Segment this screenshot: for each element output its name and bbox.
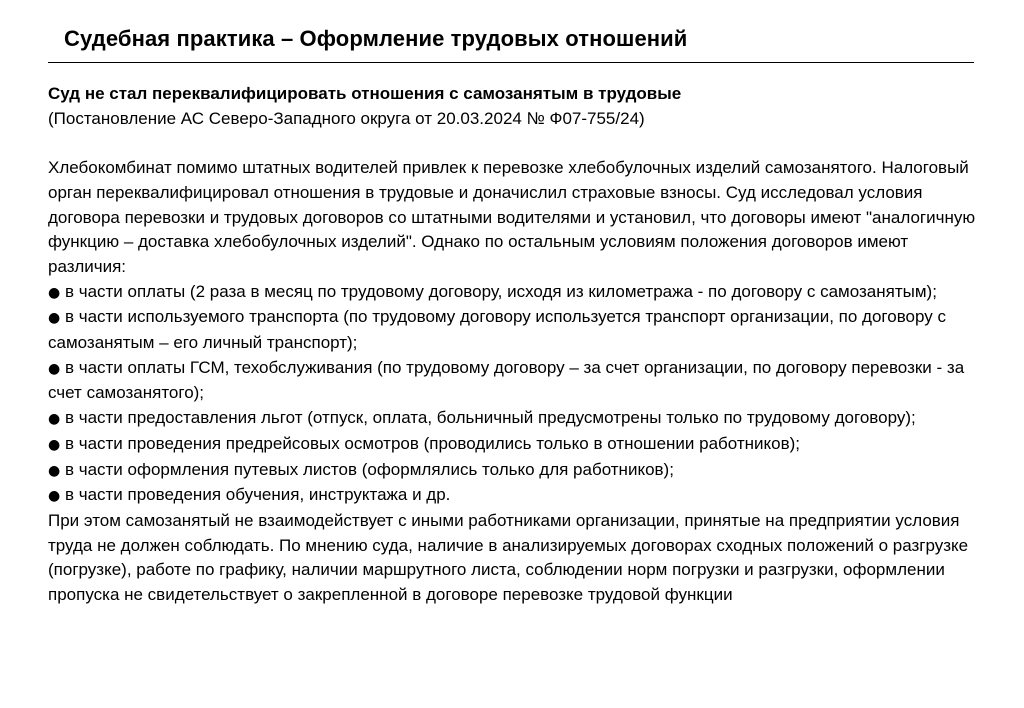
list-item-text: в части используемого транспорта (по трудовому договору используется транспорт организации, по договору с самозанятым – его личный транспорт);: [48, 307, 946, 353]
list-item-text: в части проведения предрейсовых осмотров (проводились только в отношении работников);: [64, 433, 801, 453]
conclusion-paragraph: При этом самозанятый не взаимодействует с иными работниками организации, принятые на предприятии условия труда не должен соблюдать. По мнению суда, наличие в анализируемых договорах сходных положений о разгрузке (погрузке), работе по графику, наличии маршрутного листа, соблюдении норм погрузки и разгрузки, оформлении пропуска не свидетельствует о закрепленной в договоре перевозке трудовой функции: [48, 510, 969, 605]
list-item: [48, 406, 988, 432]
list-item: [48, 280, 988, 306]
bullet-icon: ●: [48, 488, 61, 505]
list-item-text: в части оформления путевых листов (оформлялись только для работников);: [64, 459, 674, 479]
list-item: [48, 483, 988, 509]
title-underline: [48, 62, 974, 63]
bullet-icon: ●: [48, 411, 61, 428]
list-item-text: в части оплаты (2 раза в месяц по трудовому договору, исходя из километража - по договору с самозанятым);: [64, 281, 937, 301]
list-item: [48, 432, 988, 458]
intro-paragraph: Хлебокомбинат помимо штатных водителей привлек к перевозке хлебобулочных изделий самозанятого. Налоговый орган переквалифицировал отношения в трудовые и доначислил страховые взносы. Суд исследовал условия договора перевозки и трудовых договоров со штатными водителями и установил, что договоры имеют "аналогичную функцию – доставка хлебобулочных изделий". Однако по остальным условиям положения договоров имеют различия:: [48, 158, 976, 276]
bullet-icon: ●: [48, 360, 61, 377]
list-item: [48, 305, 988, 355]
list-item: [48, 356, 988, 406]
page-title: Судебная практика – Оформление трудовых отношений: [64, 26, 688, 51]
list-item-text: в части оплаты ГСМ, техобслуживания (по трудовому договору – за счет организации, по договору перевозки - за счет самозанятого);: [48, 357, 965, 403]
bullet-icon: ●: [48, 462, 61, 479]
list-item-text: в части проведения обучения, инструктажа и др.: [64, 485, 451, 505]
document-body: [48, 82, 988, 608]
list-item: [48, 458, 988, 484]
case-heading: Суд не стал переквалифицировать отношения с самозанятым в трудовые: [48, 84, 682, 103]
differences-list: [48, 280, 988, 509]
case-citation: (Постановление АС Северо-Западного округа от 20.03.2024 № Ф07-755/24): [48, 108, 645, 128]
bullet-icon: ●: [48, 310, 61, 327]
bullet-icon: ●: [48, 284, 61, 301]
list-item-text: в части предоставления льгот (отпуск, оплата, больничный предусмотрены только по трудовому договору);: [64, 408, 916, 428]
bullet-icon: ●: [48, 436, 61, 453]
paragraph-spacer: [48, 131, 988, 156]
